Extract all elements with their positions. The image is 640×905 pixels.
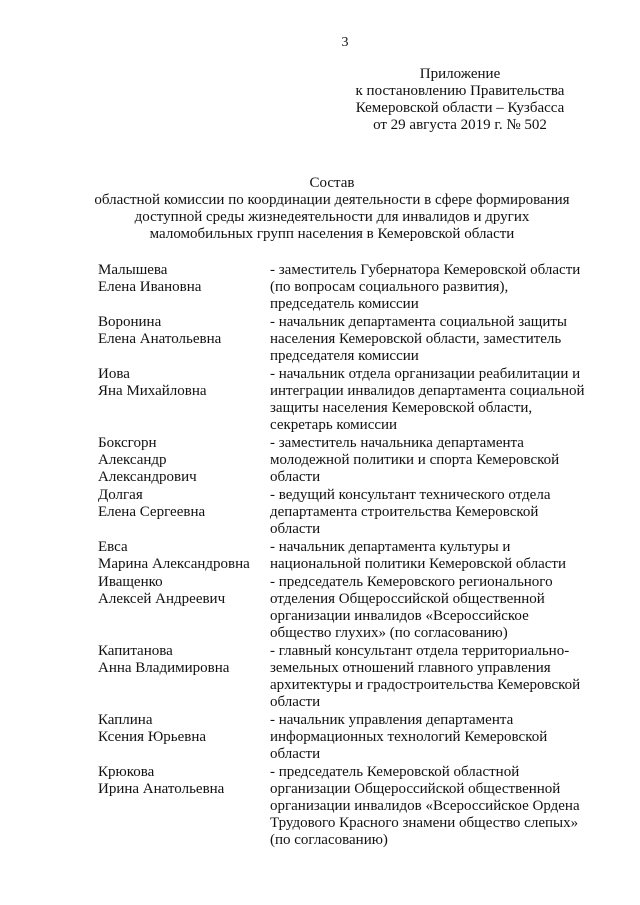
member-name-line: Малышева bbox=[98, 262, 168, 278]
member-row bbox=[98, 574, 598, 642]
member-position-line: Трудового Красного знамени общество слепых» bbox=[270, 815, 579, 831]
appendix-line: Приложение bbox=[419, 66, 501, 82]
member-name-line: Иващенко bbox=[98, 574, 163, 590]
member-name bbox=[98, 262, 270, 313]
member-name-line: Крюкова bbox=[98, 764, 155, 780]
member-row bbox=[98, 643, 598, 711]
member-position-line: организации Общероссийской общественной bbox=[270, 781, 561, 797]
member-position-line: (по вопросам социального развития), bbox=[270, 279, 509, 295]
member-position bbox=[270, 262, 598, 313]
member-position bbox=[270, 764, 598, 849]
member-position-line: молодежной политики и спорта Кемеровской bbox=[270, 452, 560, 468]
member-name-line: Евса bbox=[98, 539, 128, 555]
member-position bbox=[270, 712, 598, 763]
member-position-line: - начальник департамента культуры и bbox=[270, 539, 511, 555]
member-name-line: Елена Ивановна bbox=[98, 279, 202, 295]
member-position-line: - главный консультант отдела территориально- bbox=[270, 643, 570, 659]
member-position bbox=[270, 314, 598, 365]
member-position bbox=[270, 487, 598, 538]
member-name-line: Анна Владимировна bbox=[98, 660, 230, 676]
member-name bbox=[98, 643, 270, 711]
document-title bbox=[60, 175, 604, 243]
member-name bbox=[98, 539, 270, 573]
member-position-line: организации инвалидов «Всероссийское bbox=[270, 608, 529, 624]
member-position-line: - председатель Кемеровской областной bbox=[270, 764, 520, 780]
member-row bbox=[98, 366, 598, 434]
member-position bbox=[270, 366, 598, 434]
member-row bbox=[98, 435, 598, 486]
appendix-line: Кемеровской области – Кузбасса bbox=[355, 100, 565, 116]
member-position-line: (по согласованию) bbox=[270, 832, 388, 848]
member-position bbox=[270, 574, 598, 642]
member-name-line: Капитанова bbox=[98, 643, 173, 659]
title-line: доступной среды жизнедеятельности для инвалидов и других bbox=[134, 209, 530, 225]
member-position-line: защиты населения Кемеровской области, bbox=[270, 400, 533, 416]
member-name-line: Алексей Андреевич bbox=[98, 591, 226, 607]
member-position-line: - заместитель начальника департамента bbox=[270, 435, 524, 451]
member-position bbox=[270, 539, 598, 573]
member-position-line: - председатель Кемеровского регионального bbox=[270, 574, 553, 590]
member-name-line: Марина Александровна bbox=[98, 556, 250, 572]
member-position-line: - начальник департамента социальной защиты bbox=[270, 314, 568, 330]
member-row bbox=[98, 314, 598, 365]
member-position-line: архитектуры и градостроительства Кемеровской bbox=[270, 677, 581, 693]
member-position bbox=[270, 435, 598, 486]
member-name-line: Елена Анатольевна bbox=[98, 331, 222, 347]
member-name-line: Ксения Юрьевна bbox=[98, 729, 207, 745]
member-position-line: области bbox=[270, 521, 321, 537]
member-name bbox=[98, 712, 270, 763]
member-name bbox=[98, 574, 270, 642]
member-name-line: Ирина Анатольевна bbox=[98, 781, 225, 797]
member-position-line: земельных отношений главного управления bbox=[270, 660, 551, 676]
member-row bbox=[98, 764, 598, 849]
member-position-line: области bbox=[270, 746, 321, 762]
appendix-line: от 29 августа 2019 г. № 502 bbox=[373, 117, 547, 133]
member-name-line: Яна Михайловна bbox=[98, 383, 207, 399]
member-position-line: национальной политики Кемеровской области bbox=[270, 556, 567, 572]
member-position-line: председателя комиссии bbox=[270, 348, 419, 364]
member-position-line: организации инвалидов «Всероссийское Ордена bbox=[270, 798, 580, 814]
member-row bbox=[98, 539, 598, 573]
member-position-line: председатель комиссии bbox=[270, 296, 419, 312]
member-name bbox=[98, 487, 270, 538]
member-name-line: Каплина bbox=[98, 712, 153, 728]
member-position bbox=[270, 643, 598, 711]
member-position-line: информационных технологий Кемеровской bbox=[270, 729, 548, 745]
member-row bbox=[98, 712, 598, 763]
member-position-line: - начальник отдела организации реабилитации и bbox=[270, 366, 581, 382]
title-line: маломобильных групп населения в Кемеровской области bbox=[149, 226, 515, 242]
member-position-line: секретарь комиссии bbox=[270, 417, 398, 433]
member-name-line: Александр bbox=[98, 452, 167, 468]
member-name-line: Долгая bbox=[98, 487, 143, 503]
member-row bbox=[98, 262, 598, 313]
member-name bbox=[98, 366, 270, 434]
member-position-line: - начальник управления департамента bbox=[270, 712, 514, 728]
member-position-line: общество глухих» (по согласованию) bbox=[270, 625, 508, 641]
member-row bbox=[98, 487, 598, 538]
member-position-line: области bbox=[270, 694, 321, 710]
appendix-line: к постановлению Правительства bbox=[355, 83, 565, 99]
member-name bbox=[98, 764, 270, 849]
member-position-line: области bbox=[270, 469, 321, 485]
member-name-line: Воронина bbox=[98, 314, 162, 330]
member-position-line: департамента строительства Кемеровской bbox=[270, 504, 539, 520]
member-name-line: Боксгорн bbox=[98, 435, 157, 451]
member-position-line: интеграции инвалидов департамента социальной bbox=[270, 383, 585, 399]
title-line: областной комиссии по координации деятельности в сфере формирования bbox=[94, 192, 570, 208]
appendix-block bbox=[336, 66, 584, 134]
member-position-line: - ведущий консультант технического отдела bbox=[270, 487, 551, 503]
members-list bbox=[98, 262, 598, 850]
page-number: 3 bbox=[341, 35, 349, 50]
member-name bbox=[98, 314, 270, 365]
member-name-line: Елена Сергеевна bbox=[98, 504, 206, 520]
member-name-line: Иова bbox=[98, 366, 130, 382]
member-position-line: - заместитель Губернатора Кемеровской области bbox=[270, 262, 581, 278]
member-name-line: Александрович bbox=[98, 469, 197, 485]
member-position-line: отделения Общероссийской общественной bbox=[270, 591, 545, 607]
member-position-line: населения Кемеровской области, заместитель bbox=[270, 331, 562, 347]
title-line: Состав bbox=[309, 175, 355, 191]
member-name bbox=[98, 435, 270, 486]
